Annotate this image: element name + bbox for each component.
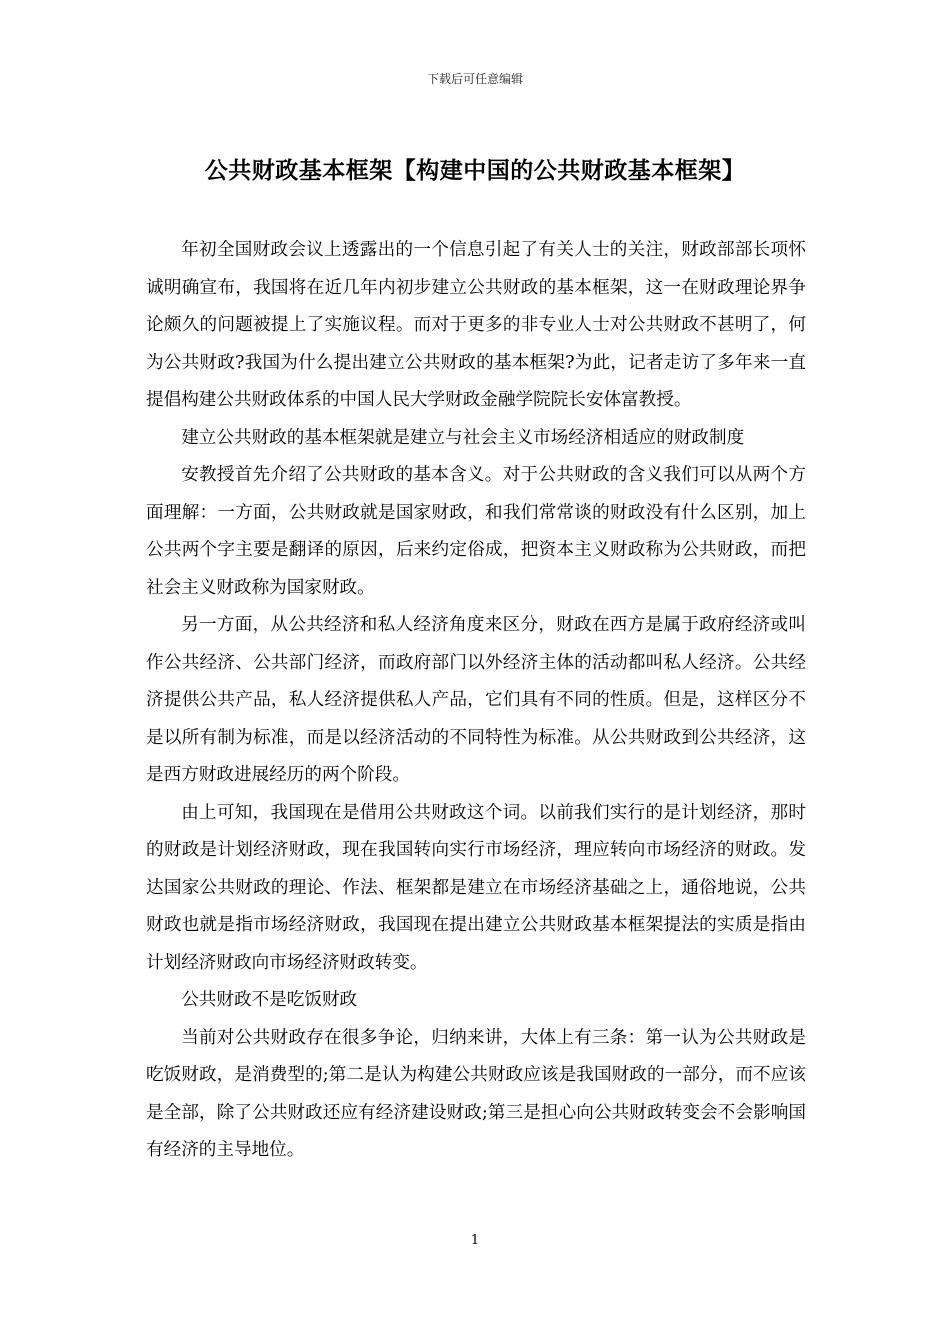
header-note: 下载后可任意编辑 [426,72,523,86]
paragraph-heading-framework: 建立公共财政的基本框架就是建立与社会主义市场经济相适应的财政制度 [181,427,745,448]
document-title: 公共财政基本框架【构建中国的公共财政基本框架】 [204,157,746,184]
paragraph-heading-not-eating: 公共财政不是吃饭财政 [181,990,358,1010]
paragraph-debates: 当前对公共财政存在很多争论，归纳来讲，大体上有三条：第一认为公共财政是吃饭财政，是消费型的;第二是认为构建公共财政应该是我国财政的一部分，而不应该是全部，除了公共财政还应有经济建设财政;第三是担心向公共财政转变会不会影响国有经济的主导地位。 [146,1027,806,1160]
paragraph-public-private: 另一方面，从公共经济和私人经济角度来区分，财政在西方是属于政府经济或叫作公共经济、公共部门经济，而政府部门以外经济主体的活动都叫私人经济。公共经济提供公共产品，私人经济提供私人产品，它们具有不同的性质。但是，这样区分不是以所有制为标准，而是以经济活动的不同特性为标准。从公共财政到公共经济，这是西方财政进展经历的两个阶段。 [146,615,806,785]
paragraph-definition: 安教授首先介绍了公共财政的基本含义。对于公共财政的含义我们可以从两个方面理解：一方面，公共财政就是国家财政，和我们常常谈的财政没有什么区别，加上公共两个字主要是翻译的原因，后来约定俗成，把资本主义财政称为公共财政，而把社会主义财政称为国家财政。 [146,465,806,598]
paragraph-intro: 年初全国财政会议上透露出的一个信息引起了有关人士的关注，财政部部长项怀诚明确宣布，我国将在近几年内初步建立公共财政的基本框架，这一在财政理论界争论颇久的问题被提上了实施议程。而对于更多的非专业人士对公共财政不甚明了，何为公共财政?我国为什么提出建立公共财政的基本框架?为此，记者走访了多年来一直提倡构建公共财政体系的中国人民大学财政金融学院院长安体富教授。 [146,240,806,410]
page-number: 1 [470,1233,480,1248]
paragraph-market-economy: 由上可知，我国现在是借用公共财政这个词。以前我们实行的是计划经济，那时的财政是计划经济财政，现在我国转向实行市场经济，理应转向市场经济的财政。发达国家公共财政的理论、作法、框架都是建立在市场经济基础之上，通俗地说，公共财政也就是指市场经济财政，我国现在提出建立公共财政基本框架提法的实质是指由计划经济财政向市场经济财政转变。 [146,802,806,973]
document-body [146,232,806,1170]
